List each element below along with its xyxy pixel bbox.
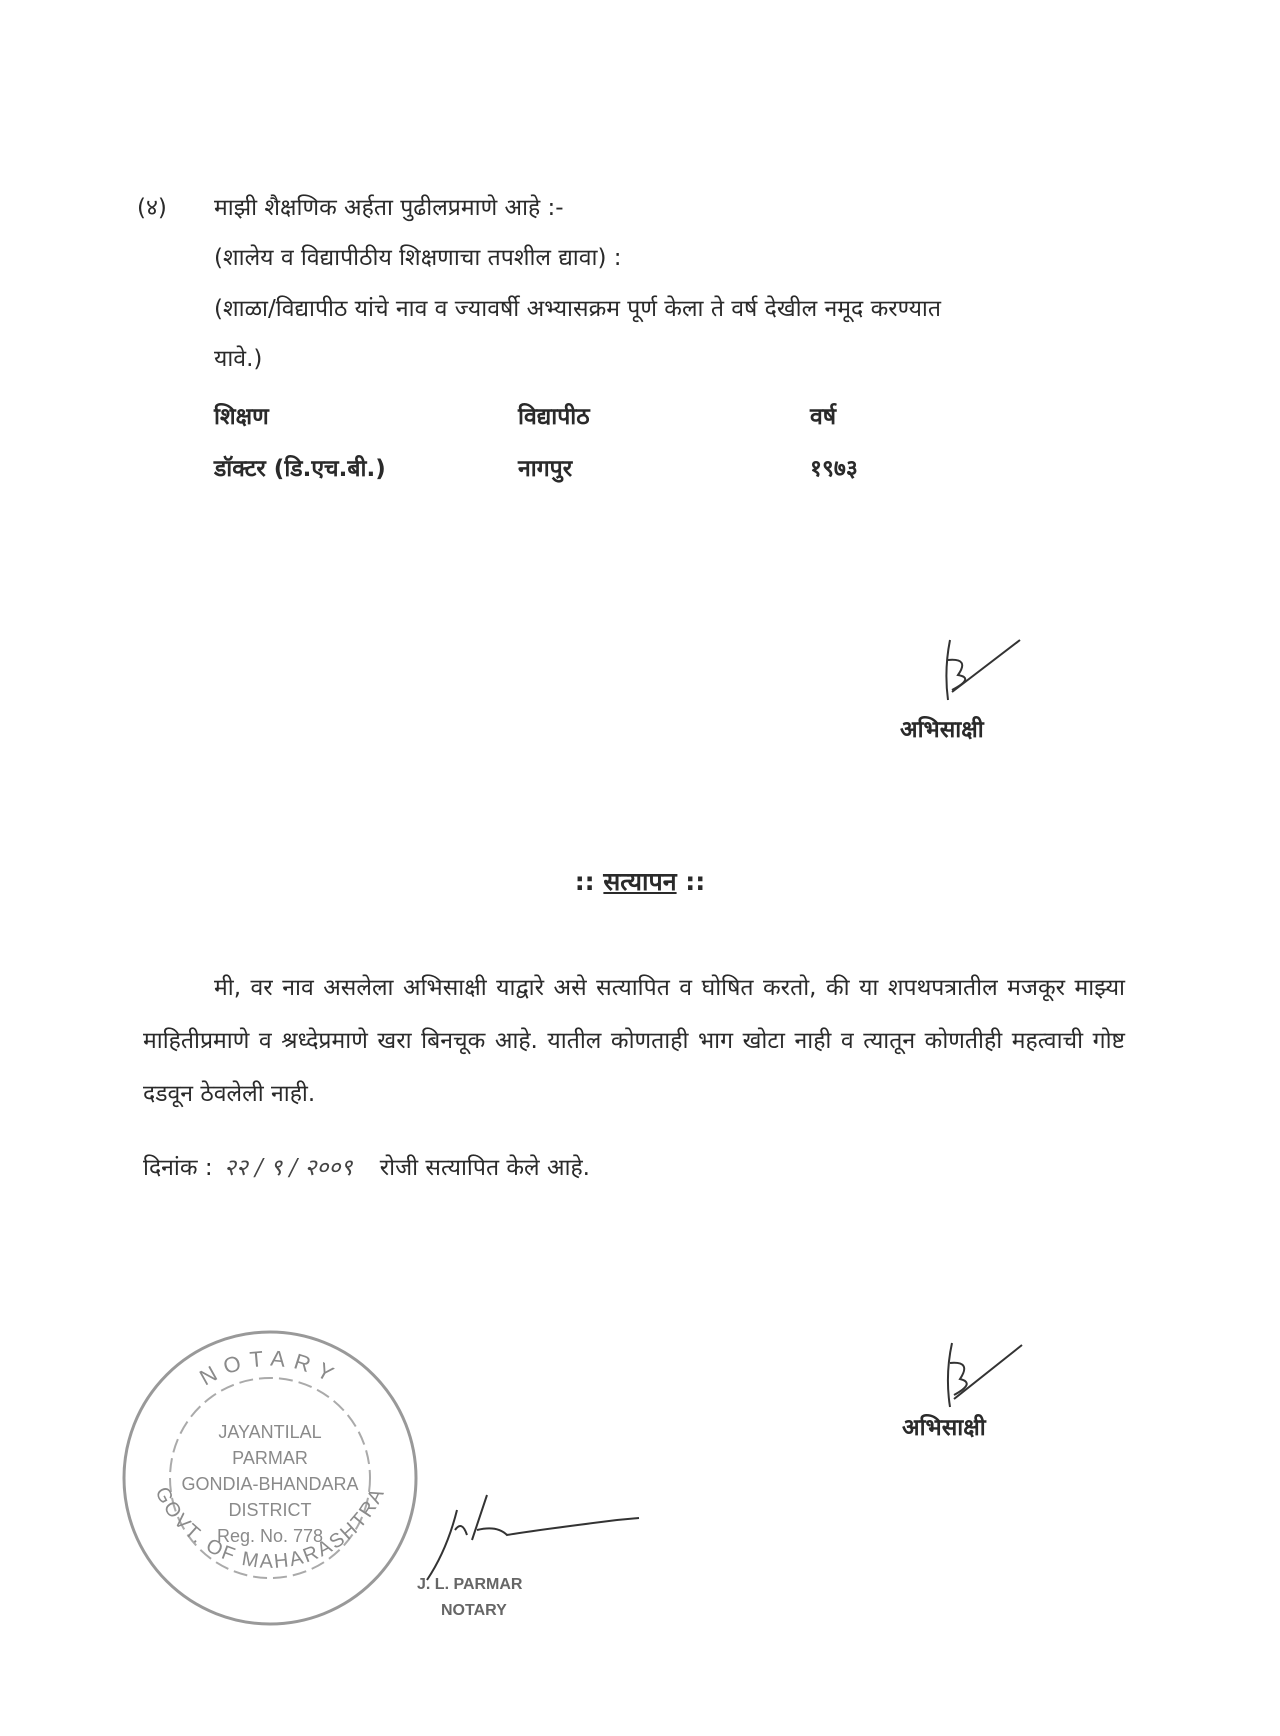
table-header-year: वर्ष	[810, 404, 837, 430]
deponent-label-2: अभिसाक्षी	[902, 1415, 986, 1441]
svg-text:GOVT. OF MAHARASHTRA: GOVT. OF MAHARASHTRA	[150, 1483, 390, 1573]
section-line-2: (शालेय व विद्यापीठीय शिक्षणाचा तपशील द्यावा) :	[214, 245, 622, 271]
notary-signature	[417, 1490, 647, 1585]
table-cell-education: डॉक्टर (डि.एच.बी.)	[214, 456, 386, 482]
svg-text:GONDIA-BHANDARA: GONDIA-BHANDARA	[181, 1474, 359, 1494]
deponent-signature-1	[930, 630, 1030, 710]
verification-date-line	[143, 1150, 590, 1182]
table-cell-university: नागपुर	[518, 456, 573, 482]
section-number: (४)	[137, 195, 167, 221]
svg-text:DISTRICT: DISTRICT	[228, 1500, 312, 1520]
deponent-signature-2	[930, 1335, 1030, 1415]
verification-paragraph: मी, वर नाव असलेला अभिसाक्षी याद्वारे असे सत्यापित व घोषित करतो, की या शपथपत्रातील मजकूर माझ्या माहितीप्रमाणे व श्रध्देप्रमाणे खरा बिनचूक आहे. यातील कोणताही भाग खोटा नाही व त्यातून कोणतीही महत्वाची गोष्ट दडवून ठेवलेली नाही.	[143, 975, 1125, 1107]
notary-name: J. L. PARMAR	[417, 1576, 523, 1593]
svg-text:Reg. No. 778: Reg. No. 778	[216, 1526, 324, 1546]
svg-text:JAYANTILAL: JAYANTILAL	[218, 1422, 322, 1442]
table-header-education: शिक्षण	[214, 404, 269, 430]
table-header-university: विद्यापीठ	[518, 404, 590, 430]
deponent-label-1: अभिसाक्षी	[900, 717, 984, 743]
date-suffix: रोजी सत्यापित केले आहे.	[379, 1155, 590, 1181]
verification-heading-word: सत्यापन	[603, 867, 677, 896]
section-line-4: यावे.)	[214, 346, 263, 372]
svg-text:PARMAR: PARMAR	[232, 1448, 308, 1468]
svg-text:NOTARY: NOTARY	[195, 1345, 345, 1391]
section-line-3: (शाळा/विद्यापीठ यांचे नाव व ज्यावर्षी अभ्यासक्रम पूर्ण केला ते वर्ष देखील नमूद करण्यात	[214, 296, 941, 322]
section-line-1: माझी शैक्षणिक अर्हता पुढीलप्रमाणे आहे :-	[214, 195, 564, 221]
table-cell-year: १९७३	[810, 456, 858, 482]
notary-stamp	[118, 1326, 422, 1630]
verification-heading: :: सत्यापन ::	[574, 867, 706, 896]
date-value: २२ / ९ / २००९	[223, 1155, 353, 1181]
date-label: दिनांक :	[143, 1155, 213, 1181]
notary-title: NOTARY	[441, 1602, 507, 1619]
